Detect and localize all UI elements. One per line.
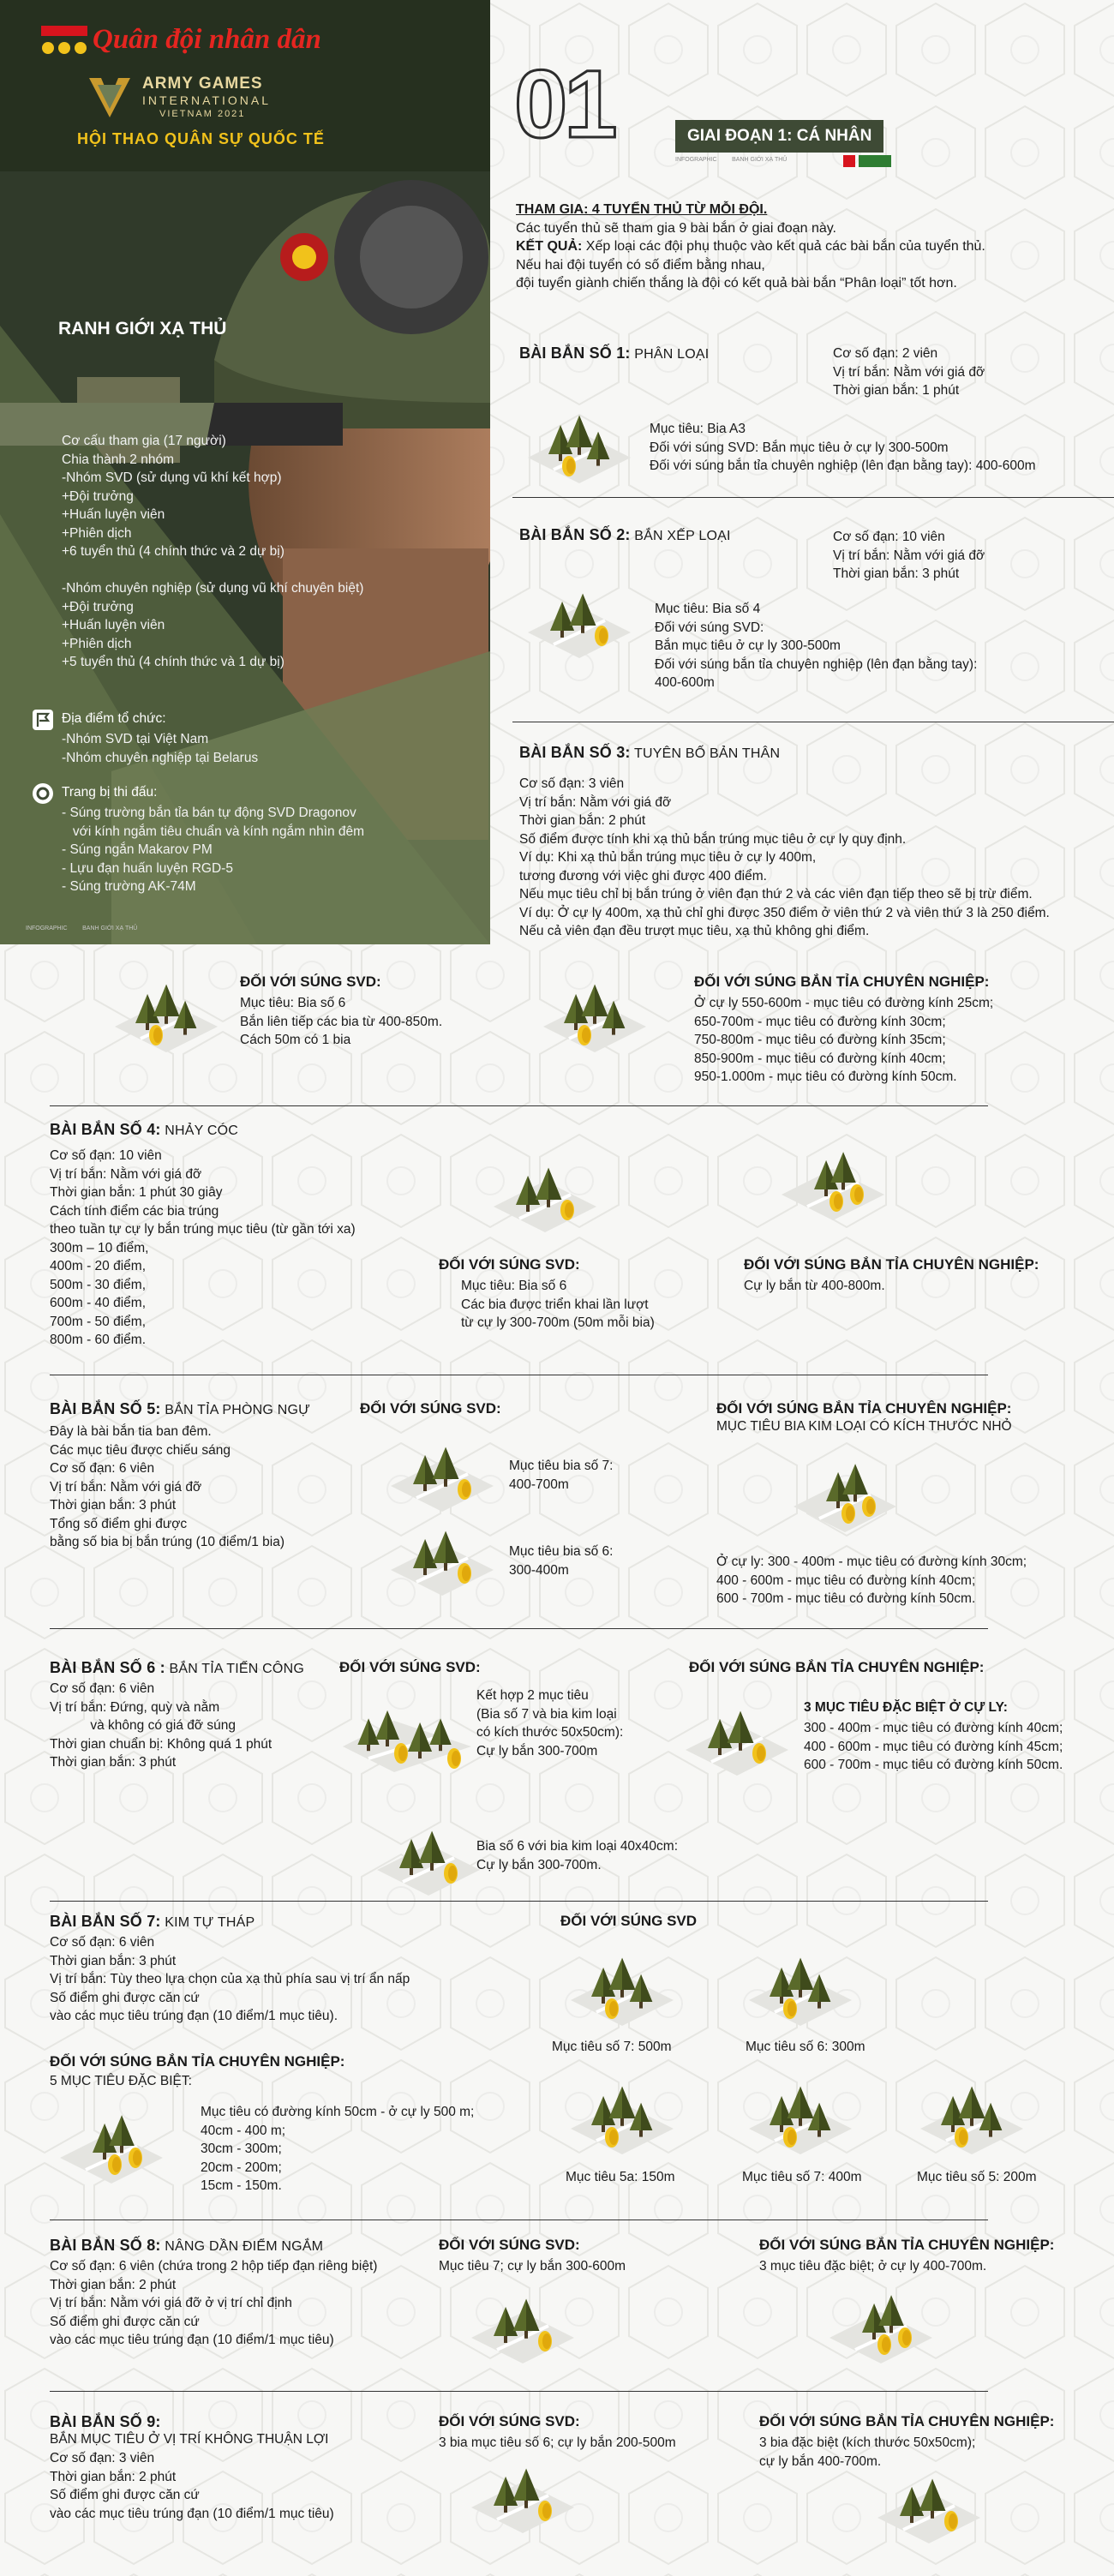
star-emblem-icon xyxy=(41,26,87,58)
ex7-body: Cơ số đạn: 6 viên Thời gian bắn: 3 phút Vị trí bắn: Tùy theo lựa chọn của xạ thủ phía sau vị trí ẩn nấp Số điểm ghi được căn cứ vào các mục tiêu trúng đạn (10 điểm/1 mục tiêu). xyxy=(50,1935,410,2023)
event-line-1: ARMY GAMES xyxy=(142,75,263,93)
ex7-pro-subtitle: 5 MỤC TIÊU ĐẶC BIỆT: xyxy=(50,2074,192,2088)
ex6-title: BÀI BẮN SỐ 6 : xyxy=(50,1659,165,1676)
ex8-svd: Mục tiêu 7; cự ly bắn 300-600m xyxy=(439,2259,626,2273)
ex8-subtitle: NÂNG DẦN ĐIỂM NGẮM xyxy=(160,2239,324,2254)
ex6-heading xyxy=(50,1659,304,1677)
ex6-svd-b: Bia số 6 với bia kim loại 40x40cm: Cự ly bắn 300-700m. xyxy=(476,1839,679,1872)
ex7-pro-illustration xyxy=(51,2091,171,2190)
target-graphic xyxy=(912,2062,1032,2156)
ex9-pro-title: ĐỐI VỚI SÚNG BẮN TỈA CHUYÊN NGHIỆP: xyxy=(759,2413,1055,2429)
divider xyxy=(50,1901,988,1902)
hero-panel xyxy=(0,0,490,944)
ex4-svd-illustration xyxy=(485,1140,605,1238)
target-graphic xyxy=(740,2062,860,2156)
hero-footer: INFOGRAPHIC BANH GIỚI XẠ THỦ xyxy=(26,926,138,932)
ex2-specs: Cơ số đạn: 10 viên Vị trí bắn: Nằm với giá đỡ Thời gian bắn: 3 phút xyxy=(833,530,985,581)
venue-list: -Nhóm SVD tại Việt Nam -Nhóm chuyên nghiệp tại Belarus xyxy=(62,732,259,765)
ex8-title: BÀI BẮN SỐ 8: xyxy=(50,2237,161,2254)
result-text: Xếp loại các đội phụ thuộc vào kết quả các bài bắn của tuyển thủ. xyxy=(582,239,985,254)
flag-icon xyxy=(31,708,55,732)
ex3-body: Cơ số đạn: 3 viên Vị trí bắn: Nằm với giá đỡ Thời gian bắn: 2 phút Số điểm được tính khi xạ thủ bắn trúng mục tiêu ở cự ly quy định. Ví dụ: Khi xạ thủ bắn trúng mục tiêu ở cự ly 400m, tương đương với việc ghi được 400 điểm. Nếu mục tiêu chỉ bị bắn trúng ở viên đạn thứ 2 và các viên đạn tiếp theo sẽ bị trừ điểm. Ví dụ: Ở cự ly 400m, xạ thủ chỉ ghi được 350 điểm ở viên thứ 2 và viên thứ 3 là 250 điểm. Nếu cả viên đạn đều trượt mục tiêu, xạ thủ không ghi điểm. xyxy=(519,776,1050,938)
ex4-body: Cơ số đạn: 10 viên Vị trí bắn: Nằm với giá đỡ Thời gian bắn: 1 phút 30 giây Cách tính điểm các bia trúng theo tuần tự cự ly bắn trúng mục tiêu (từ gần tới xa) 300m – 10 điểm, 400m - 20 điểm, 500m - 30 điểm, 600m - 40 điểm, 700m - 50 điểm, 800m - 60 điểm. xyxy=(50,1148,356,1347)
ex7-target-1-label: Mục tiêu số 7: 500m xyxy=(552,2040,672,2054)
ex6-svd-title: ĐỐI VỚI SÚNG SVD: xyxy=(339,1659,481,1675)
ex1-target-illustration xyxy=(519,391,639,489)
gear-icon xyxy=(31,782,55,806)
ex9-title: BÀI BẮN SỐ 9: xyxy=(50,2413,161,2430)
target-graphic xyxy=(869,2451,989,2545)
participation-text: 4 TUYỂN THỦ TỪ MỖI ĐỘI. xyxy=(588,202,768,217)
hero-title: RANH GIỚI XẠ THỦ xyxy=(58,319,227,338)
ex3-subtitle: TUYÊN BỐ BẢN THÂN xyxy=(630,746,781,761)
ex4-pro: Cự ly bắn từ 400-800m. xyxy=(744,1279,885,1293)
ex7-target-4 xyxy=(740,2062,860,2160)
intro-line-5: đội tuyển giành chiến thắng là đội có kết quả bài bắn “Phân loại” tốt hơn. xyxy=(516,276,957,291)
stage-credit: INFOGRAPHIC BANH GIỚI XẠ THỦ xyxy=(675,157,788,163)
ex4-heading xyxy=(50,1121,238,1139)
ex9-title-2: BẮN MỤC TIÊU Ở VỊ TRÍ KHÔNG THUẬN LỢI xyxy=(50,2432,329,2447)
venue-title: Địa điểm tổ chức: xyxy=(62,711,166,726)
ex5-svd-illustration-b xyxy=(382,1503,502,1602)
ex5-body: Đây là bài bắn tia ban đêm. Các mục tiêu được chiếu sáng Cơ số đạn: 6 viên Vị trí bắn: Nằm với giá đỡ Thời gian bắn: 3 phút Tổng số điểm ghi được bằng số bia bị bắn trúng (10 điểm/1 bia) xyxy=(50,1424,285,1549)
ex8-svd-illustration xyxy=(463,2271,583,2369)
ex8-pro: 3 mục tiêu đặc biệt; ở cự ly 400-700m. xyxy=(759,2259,987,2273)
target-graphic xyxy=(519,566,639,660)
intro xyxy=(516,201,985,293)
ex7-svd-title: ĐỐI VỚI SÚNG SVD xyxy=(560,1913,698,1929)
mini-logo-icon xyxy=(843,155,891,167)
ex9-svd-title: ĐỐI VỚI SÚNG SVD: xyxy=(439,2413,580,2429)
ex4-pro-illustration xyxy=(773,1128,893,1226)
stage-label: GIAI ĐOẠN 1: CÁ NHÂN xyxy=(675,120,883,153)
ex5-heading xyxy=(50,1400,310,1418)
ex9-svd-illustration xyxy=(463,2441,583,2539)
ex2-heading xyxy=(519,526,731,544)
ex6-pro-illustration xyxy=(677,1683,797,1782)
ex7-subtitle: KIM TỰ THÁP xyxy=(160,1915,255,1930)
ex7-title: BÀI BẮN SỐ 7: xyxy=(50,1913,161,1930)
ex5-svd-title: ĐỐI VỚI SÚNG SVD: xyxy=(360,1400,501,1417)
ex1-title: BÀI BẮN SỐ 1: xyxy=(519,344,631,362)
target-graphic xyxy=(463,2271,583,2365)
divider xyxy=(50,2391,988,2392)
ex5-svd-a: Mục tiêu bia số 7: 400-700m xyxy=(509,1459,614,1492)
ex2-title: BÀI BẮN SỐ 2: xyxy=(519,526,631,543)
divider xyxy=(50,1105,988,1106)
ex2-target-illustration xyxy=(519,566,639,664)
ex8-svd-title: ĐỐI VỚI SÚNG SVD: xyxy=(439,2237,580,2253)
ex1-specs: Cơ số đạn: 2 viên Vị trí bắn: Nằm với giá đỡ Thời gian bắn: 1 phút xyxy=(833,346,985,398)
ex7-target-2-label: Mục tiêu số 6: 300m xyxy=(746,2040,865,2054)
ex6-body: Cơ số đạn: 6 viên Vị trí bắn: Đứng, quỳ và nằm và không có giá đỡ súng Thời gian chuẩn bị: Không quá 1 phút Thời gian bắn: 3 phút xyxy=(50,1681,273,1770)
ex9-svd: 3 bia mục tiêu số 6; cự ly bắn 200-500m xyxy=(439,2435,676,2450)
ex3-heading xyxy=(519,744,780,762)
ex7-target-5 xyxy=(912,2062,1032,2160)
ex1-heading xyxy=(519,344,709,362)
ex2-subtitle: BẮN XẾP LOẠI xyxy=(630,529,731,543)
ex8-pro-title: ĐỐI VỚI SÚNG BẮN TỈA CHUYÊN NGHIỆP: xyxy=(759,2237,1055,2253)
divider xyxy=(50,1628,988,1629)
intro-line-2: Các tuyển thủ sẽ tham gia 9 bài bắn ở giai đoạn này. xyxy=(516,220,836,236)
ex4-svd: Mục tiêu: Bia số 6 Các bia được triển khai lần lượt từ cự ly 300-700m (50m mỗi bia) xyxy=(461,1279,655,1330)
ex3-svd-illustration xyxy=(106,960,226,1058)
stage-number: 01 xyxy=(514,51,614,158)
ex4-subtitle: NHẢY CÓC xyxy=(160,1123,239,1138)
army-games-emblem-icon xyxy=(86,73,134,121)
participation-label: THAM GIA: xyxy=(516,202,589,217)
ex3-svd: Mục tiêu: Bia số 6 Bắn liên tiếp các bia từ 400-850m. Cách 50m có 1 bia xyxy=(240,996,443,1047)
target-graphic xyxy=(821,2271,941,2365)
target-graphic xyxy=(773,1128,893,1222)
ex5-pro: Ở cự ly: 300 - 400m - mục tiêu có đường kính 30cm; 400 - 600m - mục tiêu có đường kính 40cm; 600 - 700m - mục tiêu có đường kính 50cm. xyxy=(716,1555,1027,1606)
ex9-body: Cơ số đạn: 3 viên Thời gian bắn: 2 phút Số điểm ghi được căn cứ vào các mục tiêu trúng đạn (10 điểm/1 mục tiêu) xyxy=(50,2451,334,2521)
intro-line-4: Nếu hai đội tuyển có số điểm bằng nhau, xyxy=(516,257,765,273)
target-graphic xyxy=(740,1933,860,2028)
target-graphic xyxy=(535,960,655,1054)
ex4-title: BÀI BẮN SỐ 4: xyxy=(50,1121,161,1138)
target-graphic xyxy=(677,1683,797,1777)
ex7-pro: Mục tiêu có đường kính 50cm - ở cự ly 500 m; 40cm - 400 m; 30cm - 300m; 20cm - 200m; 15cm - 150m. xyxy=(201,2105,475,2193)
ex3-pro-illustration xyxy=(535,960,655,1058)
team-composition: Cơ cấu tham gia (17 người) Chia thành 2 nhóm -Nhóm SVD (sử dụng vũ khí kết hợp) +Đội trưởng +Huấn luyện viên +Phiên dịch +6 tuyển thủ (4 chính thức và 2 dự bị) -Nhóm chuyên nghiệp (sử dụng vũ khí chuyên biệt) +Đội trưởng +Huấn luyện viên +Phiên dịch +5 tuyển thủ (4 chính thức và 1 dự bị) xyxy=(62,434,364,669)
event-line-2: INTERNATIONAL xyxy=(142,93,271,107)
ex8-heading xyxy=(50,2237,323,2255)
divider xyxy=(512,497,1114,498)
ex4-pro-title: ĐỐI VỚI SÚNG BẮN TỈA CHUYÊN NGHIỆP: xyxy=(744,1256,1039,1273)
ex6-pro-title: ĐỐI VỚI SÚNG BẮN TỈA CHUYÊN NGHIỆP: xyxy=(689,1659,985,1675)
ex6-subtitle: BẮN TỈA TIẾN CÔNG xyxy=(165,1662,304,1676)
ex5-title: BÀI BẮN SỐ 5: xyxy=(50,1400,161,1417)
result-label: KẾT QUẢ: xyxy=(516,239,583,254)
equipment-list: - Súng trường bắn tỉa bán tự động SVD Dragonov với kính ngắm tiêu chuẩn và kính ngắm nhìn đêm - Súng ngắn Makarov PM - Lựu đạn huấn luyện RGD-5 - Súng trường AK-74M xyxy=(62,806,365,894)
target-graphic xyxy=(382,1503,502,1597)
ex1-subtitle: PHÂN LOẠI xyxy=(630,347,710,362)
ex7-heading xyxy=(50,1913,255,1931)
ex7-target-2 xyxy=(740,1933,860,2032)
ex7-target-3 xyxy=(562,2062,682,2160)
target-graphic xyxy=(562,2062,682,2156)
ex6-pro-subtitle: 3 MỤC TIÊU ĐẶC BIỆT Ở CỰ LY: xyxy=(804,1700,1008,1715)
ex7-target-4-label: Mục tiêu số 7: 400m xyxy=(742,2170,862,2184)
ex2-detail: Mục tiêu: Bia số 4 Đối với súng SVD: Bắn mục tiêu ở cự ly 300-500m Đối với súng bắn tỉa chuyên nghiệp (lên đạn bằng tay): 400-600m xyxy=(655,602,978,690)
ex6-svd-illustration-a xyxy=(334,1680,480,1778)
ex7-pro-title: ĐỐI VỚI SÚNG BẮN TỈA CHUYÊN NGHIỆP: xyxy=(50,2053,345,2070)
ex8-body: Cơ số đạn: 6 viên (chứa trong 2 hộp tiếp đạn riêng biệt) Thời gian bắn: 2 phút Vị trí bắn: Nằm với giá đỡ ở vị trí chỉ định Số điểm ghi được căn cứ vào các mục tiêu trúng đạn (10 điểm/1 mục tiêu) xyxy=(50,2259,378,2347)
target-graphic xyxy=(463,2441,583,2535)
target-graphic xyxy=(51,2091,171,2185)
event-line-3: VIETNAM 2021 xyxy=(159,109,246,119)
ex7-target-1 xyxy=(562,1933,682,2032)
target-graphic xyxy=(382,1419,502,1513)
ex4-svd-title: ĐỐI VỚI SÚNG SVD: xyxy=(439,1256,580,1273)
ex1-detail: Mục tiêu: Bia A3 Đối với súng SVD: Bắn mục tiêu ở cự ly 300-500m Đối với súng bắn tỉa chuyên nghiệp (lên đạn bằng tay): 400-600m xyxy=(650,422,1036,473)
ex5-svd-b: Mục tiêu bia số 6: 300-400m xyxy=(509,1544,614,1578)
ex5-subtitle: BẮN TỈA PHÒNG NGỰ xyxy=(160,1403,310,1417)
target-graphic xyxy=(519,391,639,485)
target-graphic xyxy=(562,1933,682,2028)
ex9-pro-illustration xyxy=(869,2451,989,2549)
ex5-pro-illustration xyxy=(785,1440,905,1538)
ex6-pro: 300 - 400m - mục tiêu có đường kính 40cm; 400 - 600m - mục tiêu có đường kính 45cm; 600 - 700m - mục tiêu có đường kính 50cm. xyxy=(804,1721,1063,1772)
ex3-pro: Ở cự ly 550-600m - mục tiêu có đường kính 25cm; 650-700m - mục tiêu có đường kính 30cm; 750-800m - mục tiêu có đường kính 35cm; 850-900m - mục tiêu có đường kính 40cm; 950-1.000m - mục tiêu có đường kính 50cm. xyxy=(694,996,994,1084)
target-graphic xyxy=(485,1140,605,1234)
equipment-title: Trang bị thi đấu: xyxy=(62,785,158,800)
ex8-pro-illustration xyxy=(821,2271,941,2369)
ex3-pro-title: ĐỐI VỚI SÚNG BẮN TỈA CHUYÊN NGHIỆP: xyxy=(694,973,990,990)
event-vietnamese-title: HỘI THAO QUÂN SỰ QUỐC TẾ xyxy=(77,130,325,147)
target-graphic xyxy=(368,1803,488,1897)
ex6-svd-a: Kết hợp 2 mục tiêu (Bia số 7 và bia kim loại có kích thước 50x50cm): Cự ly bắn 300-700m xyxy=(476,1688,624,1758)
target-graphic xyxy=(785,1440,905,1534)
newspaper-name: Quân đội nhân dân xyxy=(93,24,321,55)
ex5-pro-subtitle: MỤC TIÊU BIA KIM LOẠI CÓ KÍCH THƯỚC NHỎ xyxy=(716,1419,1012,1434)
target-graphic xyxy=(334,1680,480,1774)
ex9-pro: 3 bia đặc biệt (kích thước 50x50cm); cự ly bắn 400-700m. xyxy=(759,2435,976,2469)
ex7-target-5-label: Mục tiêu số 5: 200m xyxy=(917,2170,1037,2184)
ex5-pro-title: ĐỐI VỚI SÚNG BẮN TỈA CHUYÊN NGHIỆP: xyxy=(716,1400,1012,1417)
ex6-svd-illustration-b xyxy=(368,1803,488,1902)
ex3-title: BÀI BẮN SỐ 3: xyxy=(519,744,631,761)
target-graphic xyxy=(106,960,226,1054)
newspaper-logo xyxy=(41,24,367,58)
ex3-svd-title: ĐỐI VỚI SÚNG SVD: xyxy=(240,973,381,990)
ex7-target-3-label: Mục tiêu 5a: 150m xyxy=(566,2170,675,2184)
